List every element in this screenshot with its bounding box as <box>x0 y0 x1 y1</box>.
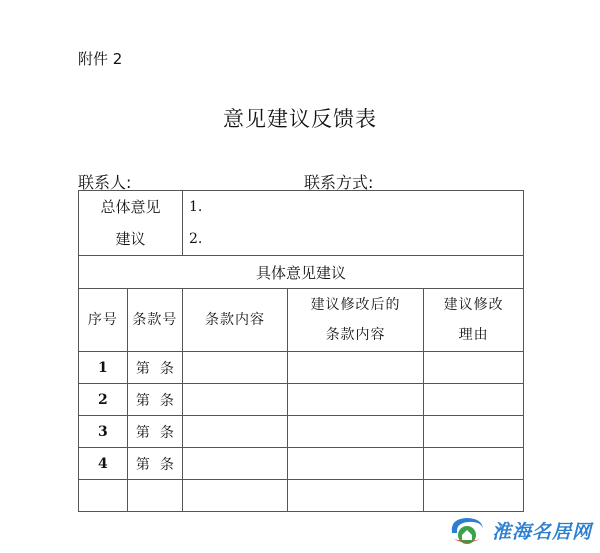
revised-cell[interactable] <box>287 416 423 448</box>
content-cell[interactable] <box>182 448 287 480</box>
header-revised-line2: 条款内容 <box>325 327 386 343</box>
article-suffix: 条 <box>159 360 174 377</box>
header-row <box>79 289 524 352</box>
page-title: 意见建议反馈表 <box>223 107 377 131</box>
reason-cell[interactable] <box>424 416 524 448</box>
header-reason-line1: 建议修改 <box>443 297 504 313</box>
row-number: 4 <box>79 448 128 480</box>
header-reason <box>424 289 524 352</box>
article-suffix: 条 <box>159 392 174 409</box>
overall-label-cell <box>79 191 183 256</box>
article-cell <box>127 448 182 480</box>
header-revised-line1: 建议修改后的 <box>310 297 401 313</box>
overall-item-2: 2. <box>188 231 203 247</box>
site-watermark <box>446 513 592 547</box>
table-row <box>79 352 524 384</box>
overall-label-line2: 建议 <box>115 230 146 248</box>
overall-row <box>79 191 524 256</box>
table-row <box>79 384 524 416</box>
row-number: 1 <box>79 352 128 384</box>
header-reason-line2: 理由 <box>458 327 489 343</box>
revised-cell[interactable] <box>287 384 423 416</box>
content-cell[interactable] <box>182 352 287 384</box>
revised-cell[interactable] <box>287 448 423 480</box>
specific-section-title: 具体意见建议 <box>79 256 524 289</box>
row-number: 3 <box>79 416 128 448</box>
watermark-text: 淮海名居网 <box>491 520 592 543</box>
article-prefix: 第 <box>135 424 150 441</box>
article-prefix: 第 <box>135 360 150 377</box>
section-title-row <box>79 256 524 289</box>
contact-person-label: 联系人: <box>78 173 132 192</box>
header-content: 条款内容 <box>182 289 287 352</box>
feedback-table <box>78 190 524 512</box>
revised-cell[interactable] <box>287 352 423 384</box>
reason-cell[interactable] <box>424 448 524 480</box>
overall-item-1: 1. <box>188 199 203 215</box>
reason-cell[interactable] <box>424 480 524 512</box>
article-suffix: 条 <box>159 424 174 441</box>
content-cell[interactable] <box>182 480 287 512</box>
reason-cell[interactable] <box>424 352 524 384</box>
header-article-no: 条款号 <box>127 289 182 352</box>
article-cell[interactable] <box>127 480 182 512</box>
article-cell <box>127 384 182 416</box>
row-number[interactable] <box>79 480 128 512</box>
annex-label: 附件 2 <box>78 50 123 68</box>
article-cell <box>127 416 182 448</box>
article-cell <box>127 352 182 384</box>
table-row <box>79 416 524 448</box>
overall-label-line1: 总体意见 <box>100 198 161 216</box>
revised-cell[interactable] <box>287 480 423 512</box>
reason-cell[interactable] <box>424 384 524 416</box>
table-row <box>79 448 524 480</box>
article-suffix: 条 <box>159 456 174 473</box>
article-prefix: 第 <box>135 456 150 473</box>
contact-method-label: 联系方式: <box>304 173 374 192</box>
house-logo-icon <box>446 513 488 547</box>
table-row-empty <box>79 480 524 512</box>
content-cell[interactable] <box>182 384 287 416</box>
row-number: 2 <box>79 384 128 416</box>
content-cell[interactable] <box>182 416 287 448</box>
header-seq: 序号 <box>79 289 128 352</box>
article-prefix: 第 <box>135 392 150 409</box>
overall-input-cell[interactable] <box>182 191 523 256</box>
header-revised <box>287 289 423 352</box>
